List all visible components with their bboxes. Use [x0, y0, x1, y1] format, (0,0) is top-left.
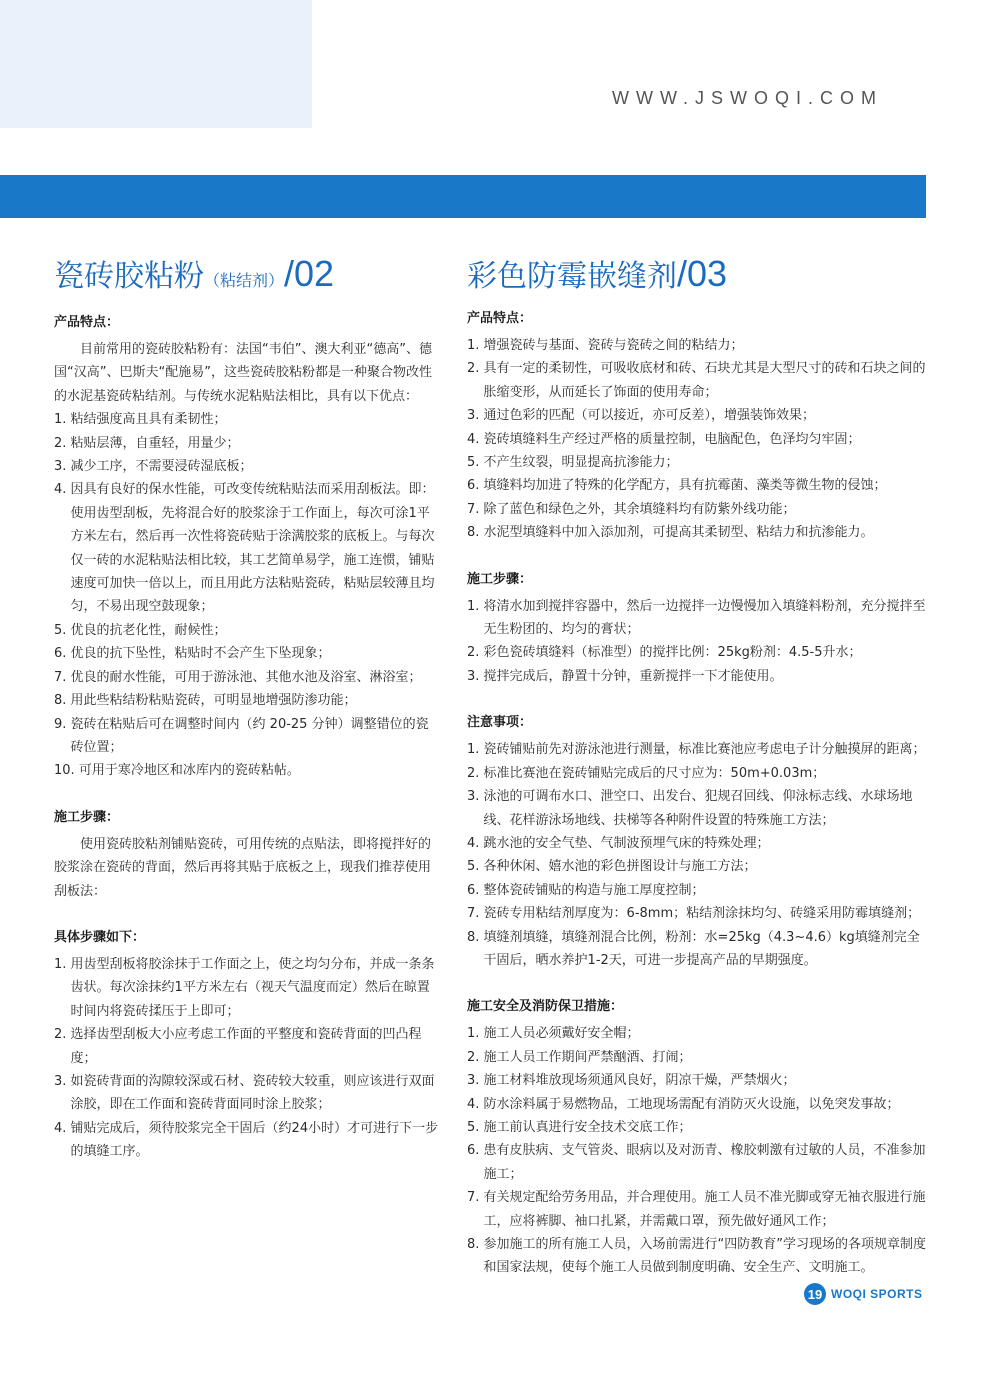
- list-item: [467, 762, 929, 785]
- detail-steps-list: [54, 953, 439, 1164]
- list-item: [467, 1186, 929, 1233]
- corner-decoration: [0, 0, 312, 128]
- item-text: 用齿型刮板将胶涂抹于工作面之上，使之均匀分布，并成一条条齿状。每次涂抹约1平方米左右（视天气温度而定）然后在晾置时间内将瓷砖揉压于上即可；: [70, 956, 435, 1019]
- title-number: /03: [677, 253, 728, 294]
- item-number: 8.: [467, 525, 484, 541]
- item-number: 3.: [467, 789, 484, 805]
- list-item: [467, 1046, 929, 1069]
- list-item: [54, 1070, 439, 1117]
- item-text: 可用于寒冷地区和冰库内的瓷砖粘帖。: [78, 763, 300, 779]
- item-text: 具有一定的柔韧性，可吸收底材和砖、石块尤其是大型尺寸的砖和石块之间的胀缩变形，从而延长了饰面的使用寿命；: [483, 361, 926, 400]
- item-text: 跳水池的安全气垫、气制波预埋气床的特殊处理；: [483, 835, 770, 851]
- list-item: [467, 595, 929, 642]
- steps-heading: 施工步骤：: [467, 571, 533, 587]
- list-item: [54, 666, 439, 689]
- item-number: 2.: [467, 1049, 484, 1065]
- page-footer: [804, 1283, 923, 1305]
- list-item: [467, 451, 929, 474]
- section-title-grout: [467, 253, 929, 295]
- left-column: [54, 253, 439, 1164]
- item-number: 7.: [467, 906, 484, 922]
- list-item: [467, 832, 929, 855]
- item-text: 粘贴层薄，自重轻，用量少；: [70, 435, 240, 451]
- item-number: 6.: [467, 882, 484, 898]
- item-text: 水泥型填缝料中加入添加剂，可提高其柔韧型、粘结力和抗渗能力。: [483, 525, 874, 541]
- item-number: 8.: [467, 1237, 484, 1252]
- item-number: 4.: [54, 1120, 71, 1136]
- item-number: 7.: [467, 1190, 484, 1206]
- list-item: [467, 902, 929, 925]
- notes-heading: 注意事项：: [467, 715, 533, 731]
- item-text: 增强瓷砖与基面、瓷砖与瓷砖之间的粘结力；: [483, 338, 744, 353]
- detail-steps-heading: 具体步骤如下：: [54, 929, 146, 945]
- list-item: [54, 455, 439, 478]
- item-text: 将清水加到搅拌容器中，然后一边搅拌一边慢慢加入填缝料粉剂，充分搅拌至无生粉团的、均匀的膏状；: [483, 598, 926, 638]
- features-heading: 产品特点：: [467, 311, 533, 326]
- item-text: 优良的抗老化性，耐候性；: [70, 622, 227, 638]
- item-text: 优良的耐水性能，可用于游泳池、其他水池及浴室、淋浴室；: [70, 669, 422, 685]
- item-text: 填缝剂填缝，填缝剂混合比例，粉剂：水=25kg（4.3~4.6）kg填缝剂完全干固后，晒水养护1-2天，可进一步提高产品的早期强度。: [483, 929, 920, 968]
- item-number: 4.: [467, 431, 484, 447]
- list-item: [467, 665, 929, 688]
- list-item: [54, 432, 439, 455]
- item-number: 9.: [54, 716, 71, 732]
- list-item: [467, 785, 929, 832]
- item-text: 患有皮肤病、支气管炎、眼病以及对沥青、橡胶刺激有过敏的人员，不准参加施工；: [483, 1143, 926, 1182]
- title-main: 彩色防霉嵌缝剂: [467, 259, 677, 294]
- list-item: [54, 619, 439, 642]
- item-number: 10.: [54, 763, 79, 779]
- item-number: 3.: [54, 1073, 71, 1089]
- list-item: [54, 1023, 439, 1070]
- steps-list: [467, 595, 929, 689]
- item-number: 6.: [54, 646, 71, 662]
- item-text: 标准比赛池在瓷砖铺贴完成后的尺寸应为：50m+0.03m；: [483, 765, 826, 781]
- item-number: 8.: [467, 929, 484, 945]
- item-text: 瓷砖铺贴前先对游泳池进行测量，标准比赛池应考虑电子计分触摸屏的距离；: [483, 742, 926, 758]
- brand-name: WOQI SPORTS: [831, 1287, 923, 1301]
- list-item: [467, 1139, 929, 1186]
- item-number: 5.: [54, 622, 71, 638]
- item-number: 1.: [54, 412, 71, 428]
- title-paren: （粘结剂）: [204, 271, 285, 290]
- item-number: 2.: [467, 765, 484, 781]
- features-list: [54, 408, 439, 783]
- item-text: 各种休闲、嬉水池的彩色拼图设计与施工方法；: [483, 859, 757, 875]
- item-number: 2.: [54, 1027, 71, 1043]
- section-title-tile-adhesive: [54, 253, 439, 299]
- list-item: [467, 1116, 929, 1139]
- features-heading: 产品特点：: [54, 315, 120, 330]
- item-number: 3.: [467, 668, 484, 684]
- list-item: [467, 1093, 929, 1116]
- item-text: 如瓷砖背面的沟隙较深或石材、瓷砖较大较重，则应该进行双面涂胶，即在工作面和瓷砖背面同时涂上胶浆；: [70, 1073, 435, 1113]
- list-item: [467, 357, 929, 404]
- item-text: 优良的抗下坠性，粘贴时不会产生下坠现象；: [70, 646, 331, 662]
- item-text: 参加施工的所有施工人员，入场前需进行“四防教育”学习现场的各项规章制度和国家法规，使每个施工人员做到制度明确、安全生产、文明施工。: [483, 1237, 927, 1276]
- item-text: 施工人员工作期间严禁酗酒、打闹；: [483, 1049, 692, 1065]
- item-text: 除了蓝色和绿色之外，其余填缝料均有防紫外线功能；: [483, 501, 796, 517]
- item-text: 施工人员必须戴好安全帽；: [483, 1026, 640, 1042]
- item-number: 2.: [467, 645, 484, 661]
- item-text: 瓷砖在粘贴后可在调整时间内（约 20-25 分钟）调整错位的瓷砖位置；: [70, 716, 429, 755]
- title-main: 瓷砖胶粘粉: [54, 259, 204, 294]
- right-column: [467, 253, 929, 1280]
- item-number: 5.: [467, 455, 484, 471]
- list-item: [467, 855, 929, 878]
- list-item: [467, 1022, 929, 1045]
- list-item: [467, 498, 929, 521]
- list-item: [54, 408, 439, 431]
- list-item: [467, 641, 929, 664]
- title-number: /02: [284, 253, 335, 294]
- item-text: 彩色瓷砖填缝料（标准型）的搅拌比例：25kg粉剂：4.5-5升水；: [483, 645, 862, 661]
- item-text: 搅拌完成后，静置十分钟，重新搅拌一下才能使用。: [483, 668, 783, 684]
- features-list: [467, 334, 929, 545]
- item-number: 1.: [54, 956, 71, 972]
- header-bar: [0, 175, 926, 218]
- notes-list: [467, 738, 929, 972]
- item-text: 选择齿型刮板大小应考虑工作面的平整度和瓷砖背面的凹凸程度；: [70, 1027, 422, 1066]
- item-text: 通过色彩的匹配（可以接近，亦可反差），增强装饰效果；: [483, 408, 816, 424]
- item-text: 泳池的可调布水口、泄空口、出发台、犯规召回线、仰泳标志线、水球场地线、花样游泳场地线、扶梯等各种附件设置的特殊施工方法；: [483, 789, 913, 828]
- website-url: WWW.JSWOQI.COM: [612, 88, 883, 108]
- item-text: 用此些粘结粉粘贴瓷砖，可明显地增强防渗功能；: [70, 693, 357, 709]
- item-text: 施工前认真进行安全技术交底工作；: [483, 1119, 692, 1135]
- item-number: 5.: [467, 1119, 484, 1135]
- item-number: 2.: [467, 361, 484, 377]
- item-number: 4.: [467, 1096, 484, 1112]
- steps-intro: 使用瓷砖胶粘剂铺贴瓷砖，可用传统的点贴法，即将搅拌好的胶浆涂在瓷砖的背面，然后再将其贴于底板之上，现我们推荐使用刮板法：: [54, 836, 432, 899]
- item-text: 瓷砖填缝料生产经过严格的质量控制，电脑配色，色泽均匀牢固；: [483, 431, 861, 447]
- list-item: [54, 689, 439, 712]
- item-text: 因具有良好的保水性能，可改变传统粘贴法而采用刮板法。即：使用齿型刮板，先将混合好的胶浆涂于工作面上，每次可涂1平方米左右，然后再一次性将瓷砖贴于涂满胶浆的底板上。与每次仅一砖的水泥粘贴法相比较，其工艺简单易学，施工连惯，铺贴速度可加快一倍以上，而且用此方法粘贴瓷砖，粘贴层较薄且均匀，不易出现空鼓现象；: [70, 482, 435, 615]
- list-item: [467, 738, 929, 761]
- list-item: [54, 1117, 439, 1164]
- item-text: 瓷砖专用粘结剂厚度为：6-8mm；粘结剂涂抹均匀、砖缝采用防霉填缝剂；: [483, 906, 921, 922]
- item-text: 防水涂料属于易燃物品，工地现场需配有消防灭火设施，以免突发事故；: [483, 1096, 900, 1112]
- steps-heading: 施工步骤：: [54, 809, 120, 825]
- list-item: [467, 1069, 929, 1092]
- list-item: [467, 521, 929, 544]
- item-number: 1.: [467, 338, 484, 353]
- list-item: [467, 879, 929, 902]
- item-number: 8.: [54, 693, 71, 709]
- item-number: 3.: [54, 459, 71, 475]
- list-item: [54, 713, 439, 760]
- item-number: 6.: [467, 1143, 484, 1159]
- item-text: 不产生纹裂，明显提高抗渗能力；: [483, 455, 679, 471]
- list-item: [467, 474, 929, 497]
- list-item: [54, 478, 439, 618]
- item-number: 1.: [467, 1026, 484, 1042]
- item-text: 填缝料均加进了特殊的化学配方，具有抗霉菌、藻类等微生物的侵蚀；: [483, 478, 887, 494]
- item-number: 7.: [467, 501, 484, 517]
- item-number: 3.: [467, 408, 484, 424]
- item-number: 6.: [467, 478, 484, 494]
- list-item: [467, 334, 929, 357]
- item-number: 4.: [54, 482, 71, 498]
- list-item: [467, 1233, 929, 1280]
- item-text: 施工材料堆放现场须通风良好，阴凉干燥，严禁烟火；: [483, 1073, 796, 1089]
- features-intro: 目前常用的瓷砖胶粘粉有：法国“韦伯”、澳大利亚“德高”、德国“汉高”、巴斯夫“配施易”，这些瓷砖胶粘粉都是一种聚合物改性的水泥基瓷砖粘结剂。与传统水泥粘贴法相比，具有以下优点：: [54, 342, 432, 404]
- item-number: 2.: [54, 435, 71, 451]
- list-item: [467, 926, 929, 973]
- item-text: 有关规定配给劳务用品，并合理使用。施工人员不准光脚或穿无袖衣服进行施工，应将裤脚、袖口扎紧，并需戴口罩，预先做好通风工作；: [483, 1190, 926, 1229]
- item-number: 4.: [467, 835, 484, 851]
- safety-list: [467, 1022, 929, 1279]
- safety-heading: 施工安全及消防保卫措施：: [467, 999, 624, 1015]
- item-text: 粘结强度高且具有柔韧性；: [70, 412, 227, 428]
- item-number: 7.: [54, 669, 71, 685]
- list-item: [54, 953, 439, 1023]
- item-text: 铺贴完成后，须待胶浆完全干固后（约24小时）才可进行下一步的填缝工序。: [70, 1120, 439, 1160]
- item-text: 减少工序，不需要浸砖湿底板；: [70, 459, 253, 475]
- list-item: [467, 428, 929, 451]
- item-number: 1.: [467, 598, 484, 614]
- list-item: [54, 759, 439, 782]
- list-item: [54, 642, 439, 665]
- item-number: 1.: [467, 742, 484, 758]
- page-number: 19: [804, 1283, 826, 1305]
- item-number: 3.: [467, 1073, 484, 1089]
- item-number: 5.: [467, 859, 484, 875]
- list-item: [467, 404, 929, 427]
- item-text: 整体瓷砖铺贴的构造与施工厚度控制；: [483, 882, 705, 898]
